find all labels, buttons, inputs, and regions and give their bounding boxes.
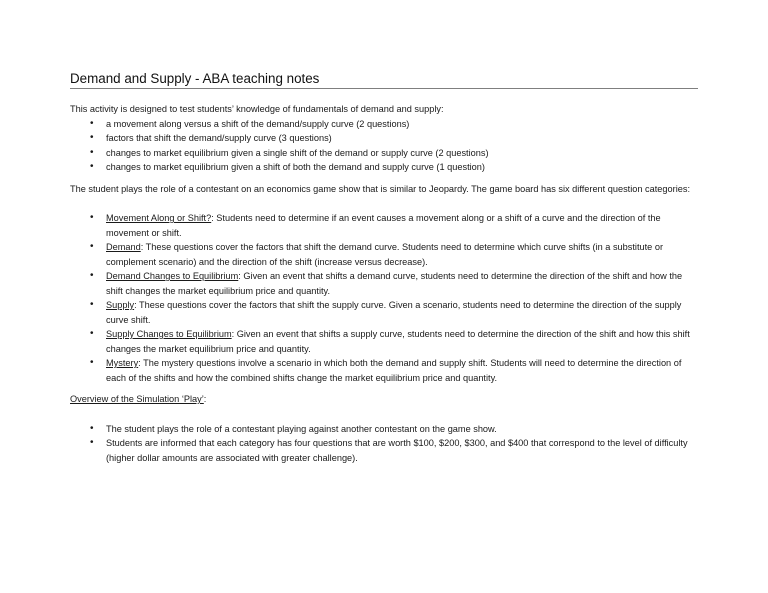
category-desc: : Given an event that shifts a demand curve, students need to determine the direction of the shift and how the shift changes the market equilibrium price and quantity. [106,271,683,296]
game-paragraph: The student plays the role of a contestant on an economics game show that is similar to Jeopardy. The game board has six different question categories: [70,183,690,194]
category-item [70,269,698,298]
page-title: Demand and Supply - ABA teaching notes [70,71,320,86]
list-item: • Students are informed that each category has four questions that are worth $100, $200, $300, and $400 that correspond to the level of difficulty (higher dollar amounts are associated with greater challenge). [70,436,698,465]
category-item [70,211,698,240]
category-name: Demand Changes to Equilibrium [106,271,239,281]
category-name: Supply Changes to Equilibrium [106,329,232,339]
intro-paragraph: This activity is designed to test students’ knowledge of fundamentals of demand and supply: [70,104,444,114]
category-name: Demand [106,242,141,252]
list-item: • a movement along versus a shift of the demand/supply curve (2 questions) [70,117,698,132]
category-name: Movement Along or Shift? [106,213,212,223]
category-item [70,298,698,327]
category-name: Supply [106,300,135,310]
category-name: Mystery [106,358,139,368]
list-item: • changes to market equilibrium given a shift of both the demand and supply curve (1 question) [70,160,698,175]
list-item: • factors that shift the demand/supply curve (3 questions) [70,131,698,146]
overview-heading [70,392,698,407]
category-desc: : These questions cover the factors that shift the supply curve. Given a scenario, students need to determine the direction of the supply curve shift. [106,300,682,325]
category-item [70,356,698,385]
list-item: • changes to market equilibrium given a single shift of the demand or supply curve (2 questions) [70,146,698,161]
category-desc: : These questions cover the factors that shift the demand curve. Students need to determine which curve shifts (in a substitute or complement scenario) and the direction of the shift (increase versus decrease). [106,242,663,267]
category-item [70,327,698,356]
list-item: • The student plays the role of a contestant playing against another contestant on the game show. [70,422,698,437]
overview-heading-text: Overview of the Simulation ‘Play’ [70,394,204,404]
overview-heading-suffix: : [203,394,207,404]
title-divider [70,88,698,89]
category-desc: : The mystery questions involve a scenario in which both the demand and supply shift. Students will need to determine the direction of each of the shifts and how the combined shifts change the market equilibrium price and quantity. [106,358,682,383]
intro-list [70,117,698,175]
category-desc: : Given an event that shifts a supply curve, students need to determine the direction of the shift and how this shift changes the market equilibrium price and quantity. [106,329,690,354]
category-desc: : Students need to determine if an event causes a movement along or a shift of a curve and the direction of the movement or shift. [106,213,661,238]
category-item [70,240,698,269]
category-list [70,211,698,385]
document-body [70,102,698,465]
overview-list [70,422,698,466]
